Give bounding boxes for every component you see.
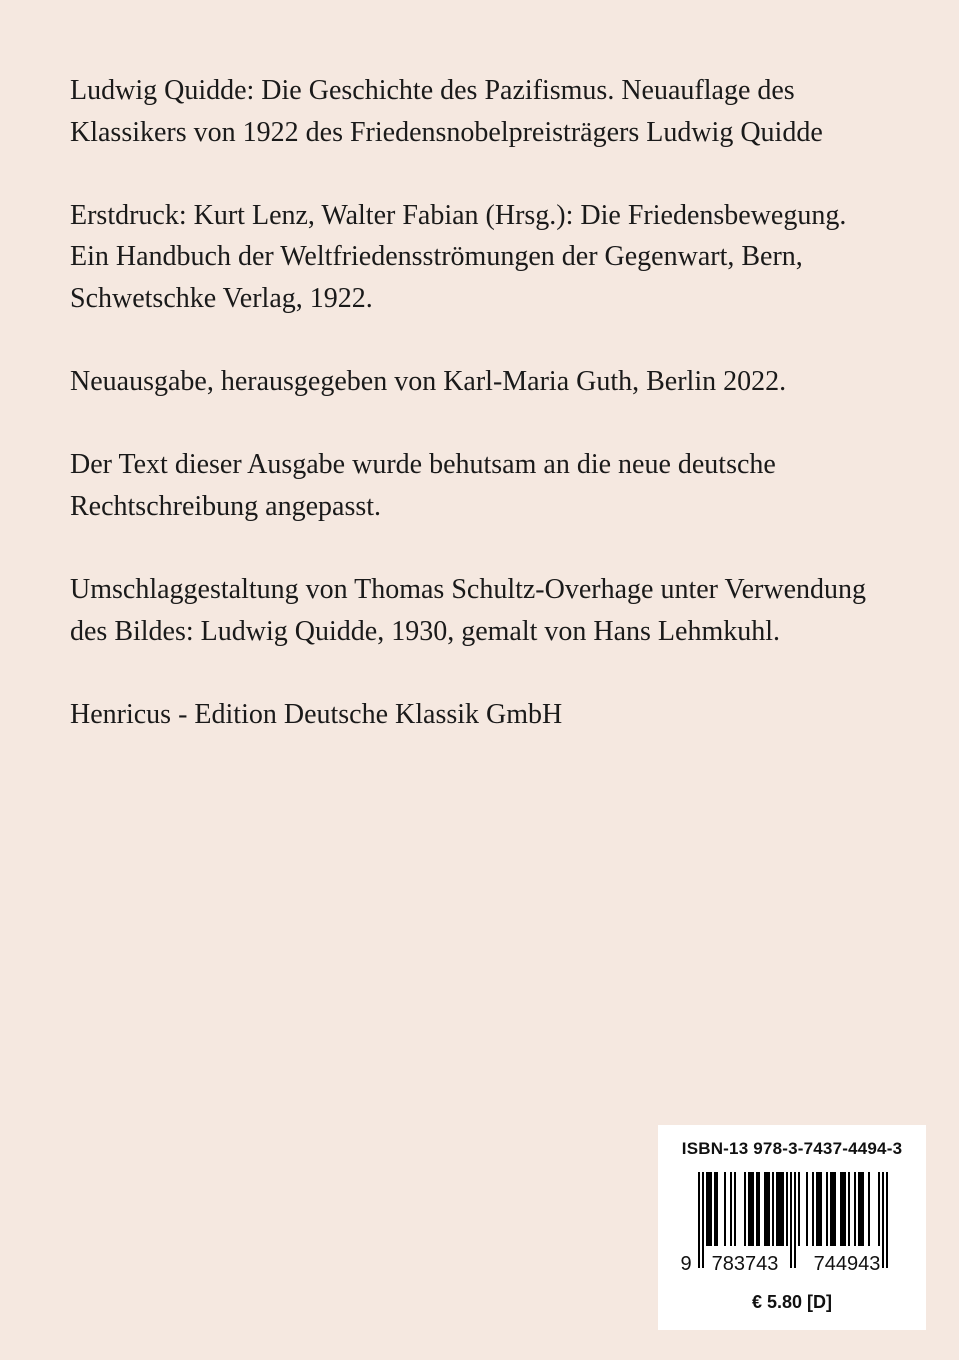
barcode-bar: [734, 1172, 736, 1246]
barcode-bar: [710, 1172, 712, 1246]
paragraph-spelling-note: Der Text dieser Ausgabe wurde behutsam an die neue deutsche Rechtschreibung angepasst.: [70, 449, 776, 522]
barcode-bar: [748, 1172, 750, 1246]
barcode-bar: [772, 1172, 774, 1246]
barcode-bar: [806, 1172, 808, 1246]
barcode-bar: [832, 1172, 834, 1246]
barcode-bar: [702, 1172, 704, 1268]
barcode-bar: [716, 1172, 718, 1246]
barcode-bar: [812, 1172, 814, 1246]
barcode-box: [658, 1125, 926, 1330]
barcode-bar: [706, 1172, 708, 1246]
barcode-bar: [860, 1172, 862, 1246]
barcode-digits-left: 783743: [711, 1253, 779, 1275]
barcode-bar: [794, 1172, 796, 1268]
paragraph-cover-design: Umschlaggestaltung von Thomas Schultz-Overhage unter Verwendung des Bildes: Ludwig Quidde, 1930, gemalt von Hans Lehmkuhl.: [70, 574, 867, 647]
barcode-bar: [848, 1172, 850, 1246]
paragraph-first-print: Erstdruck: Kurt Lenz, Walter Fabian (Hrsg.): Die Friedensbewegung. Ein Handbuch der Weltfriedensströmungen der Gegenwart, Bern, Schwetschke Verlag, 1922.: [70, 199, 847, 314]
barcode-bar: [768, 1172, 770, 1246]
barcode-bar: [724, 1172, 726, 1246]
barcode-bar: [798, 1172, 800, 1246]
barcode-bar: [714, 1172, 716, 1246]
barcode-digit-first: 9: [680, 1253, 692, 1275]
barcode-bar: [816, 1172, 818, 1246]
paragraph-publisher: Henricus - Edition Deutsche Klassik GmbH: [70, 698, 563, 730]
barcode-bar: [698, 1172, 700, 1268]
barcode-bar: [858, 1172, 860, 1246]
barcode-bar: [778, 1172, 780, 1246]
barcode-bar: [878, 1172, 880, 1246]
barcode-bar: [886, 1172, 888, 1268]
barcode-bar: [862, 1172, 864, 1246]
barcode-bar: [868, 1172, 870, 1246]
barcode-bar: [790, 1172, 792, 1268]
barcode-digits-right: 744943: [813, 1253, 881, 1275]
barcode-bar: [834, 1172, 836, 1246]
barcode-bar: [882, 1172, 884, 1268]
barcode-bar: [830, 1172, 832, 1246]
barcode-bar: [782, 1172, 784, 1246]
barcode-bar: [764, 1172, 766, 1246]
barcode-bar: [708, 1172, 710, 1246]
paragraph-new-edition: Neuausgabe, herausgegeben von Karl-Maria Guth, Berlin 2022.: [70, 366, 787, 398]
barcode-bar: [826, 1172, 828, 1246]
barcode-bar: [744, 1172, 746, 1246]
barcode-bar: [840, 1172, 842, 1246]
barcode-bar: [854, 1172, 856, 1246]
price-label: € 5.80 [D]: [751, 1292, 833, 1312]
barcode-bar: [844, 1172, 846, 1246]
barcode-bar: [766, 1172, 768, 1246]
barcode-bar: [786, 1172, 788, 1246]
barcode-bar: [730, 1172, 732, 1246]
imprint-text: [70, 70, 890, 777]
barcode-bar: [758, 1172, 760, 1246]
paragraph-title: Ludwig Quidde: Die Geschichte des Pazifismus. Neuauflage des Klassikers von 1922 des Friedensnobelpreisträgers Ludwig Quidde: [70, 75, 823, 148]
barcode-bar: [776, 1172, 778, 1246]
barcode-bar: [752, 1172, 754, 1246]
barcode-bar: [818, 1172, 820, 1246]
barcode-bar: [780, 1172, 782, 1246]
barcode-bar: [756, 1172, 758, 1246]
barcode-bar: [842, 1172, 844, 1246]
barcode-bar: [750, 1172, 752, 1246]
barcode-bar: [820, 1172, 822, 1246]
isbn-label: ISBN-13 978-3-7437-4494-3: [681, 1139, 903, 1158]
